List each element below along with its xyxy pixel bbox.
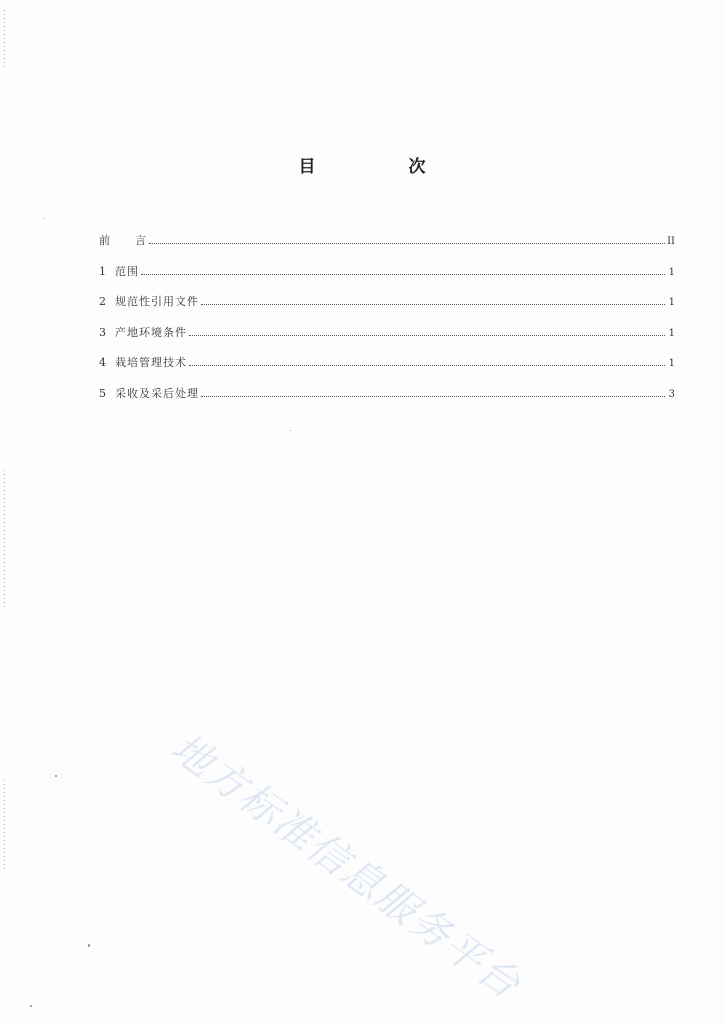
page-title: 目 次 [298,157,464,177]
toc-page-number: 1 [668,327,675,339]
scan-speck [44,218,45,219]
toc-entry-harvest[interactable] [99,385,675,416]
toc-page-number: II [667,236,675,247]
scan-speck [55,775,57,777]
toc-page-number: 3 [668,388,675,400]
toc-section-number: 1 [99,264,107,278]
dot-leader [201,303,665,305]
scan-speck [30,1005,32,1007]
toc-entry-foreword[interactable] [99,232,675,263]
toc-entry-cultivation[interactable] [99,354,675,385]
toc-entry-scope[interactable] [99,263,675,294]
dot-leader [189,334,665,336]
toc-page-number: 1 [668,297,675,309]
dot-leader [201,395,665,397]
toc-entry-label: 前 言 [99,234,147,247]
watermark: 地方标准信息服务平台 [162,724,530,1009]
table-of-contents [99,232,675,416]
toc-entry-label: 3 产地环境条件 [99,325,187,339]
scan-edge-mark [4,780,5,870]
toc-entry-label: 1 范围 [99,264,139,278]
toc-entry-label: 4 栽培管理技术 [99,356,187,370]
dot-leader [189,364,665,366]
toc-entry-normative-references[interactable] [99,293,675,324]
scan-edge-mark [4,470,5,610]
toc-entry-label: 5 采收及采后处理 [99,386,199,400]
toc-section-number: 2 [99,295,107,309]
scan-edge-mark [4,10,5,70]
toc-entry-label: 2 规范性引用文件 [99,295,199,309]
dot-leader [141,273,665,275]
toc-page-number: 1 [668,358,675,370]
toc-section-number: 5 [99,386,107,400]
dot-leader [149,242,665,244]
scan-speck [88,944,90,947]
toc-entry-environment[interactable] [99,324,675,355]
scan-speck [290,430,291,431]
toc-page-number: 1 [668,266,675,278]
toc-section-number: 4 [99,356,107,370]
toc-section-number: 3 [99,325,107,339]
